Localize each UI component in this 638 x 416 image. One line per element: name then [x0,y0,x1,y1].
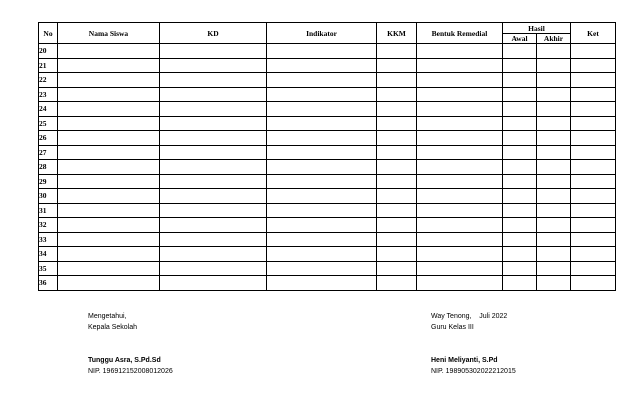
row-number: 21 [39,58,58,73]
empty-cell [417,218,503,233]
signature-left [88,311,137,333]
table-row [39,44,616,59]
empty-cell [58,87,160,102]
table-row [39,174,616,189]
empty-cell [503,131,537,146]
empty-cell [377,87,417,102]
empty-cell [571,87,616,102]
header-kd: KD [160,23,267,44]
right-signer-name: Heni Meliyanti, S.Pd [431,357,498,364]
empty-cell [267,73,377,88]
left-line1: Mengetahui, [88,313,127,320]
table-row [39,102,616,117]
table-row [39,145,616,160]
table-row [39,247,616,262]
empty-cell [160,58,267,73]
left-signer-name: Tunggu Asra, S.Pd.Sd [88,357,161,364]
header-kkm: KKM [377,23,417,44]
empty-cell [160,247,267,262]
empty-cell [417,58,503,73]
empty-cell [537,261,571,276]
row-number: 29 [39,174,58,189]
row-number: 28 [39,160,58,175]
empty-cell [537,44,571,59]
empty-cell [58,102,160,117]
empty-cell [160,174,267,189]
empty-cell [267,203,377,218]
empty-cell [417,232,503,247]
row-number: 32 [39,218,58,233]
empty-cell [160,131,267,146]
empty-cell [571,218,616,233]
empty-cell [417,73,503,88]
empty-cell [537,131,571,146]
empty-cell [503,261,537,276]
empty-cell [571,276,616,291]
empty-cell [503,203,537,218]
empty-cell [537,276,571,291]
empty-cell [58,44,160,59]
right-signer-nip: NIP. 198905302022212015 [431,368,516,375]
header-bentuk-remedial: Bentuk Remedial [417,23,503,44]
table-row [39,218,616,233]
row-number: 24 [39,102,58,117]
empty-cell [58,218,160,233]
empty-cell [537,116,571,131]
signature-left-name-block [88,355,173,377]
empty-cell [571,189,616,204]
empty-cell [58,174,160,189]
empty-cell [267,44,377,59]
empty-cell [377,247,417,262]
left-line2: Kepala Sekolah [88,324,138,331]
empty-cell [58,58,160,73]
empty-cell [503,116,537,131]
empty-cell [503,160,537,175]
table-row [39,203,616,218]
table-row [39,276,616,291]
empty-cell [571,44,616,59]
empty-cell [571,261,616,276]
empty-cell [571,73,616,88]
table-row [39,261,616,276]
empty-cell [377,276,417,291]
table-row [39,189,616,204]
empty-cell [267,145,377,160]
row-number: 33 [39,232,58,247]
empty-cell [58,145,160,160]
empty-cell [417,44,503,59]
empty-cell [160,218,267,233]
empty-cell [571,203,616,218]
table-row [39,160,616,175]
table-header [39,23,616,44]
empty-cell [160,145,267,160]
empty-cell [537,232,571,247]
empty-cell [58,131,160,146]
empty-cell [503,247,537,262]
empty-cell [571,160,616,175]
empty-cell [267,58,377,73]
table-row [39,116,616,131]
empty-cell [503,44,537,59]
empty-cell [377,145,417,160]
empty-cell [267,131,377,146]
empty-cell [571,174,616,189]
empty-cell [417,102,503,117]
empty-cell [571,232,616,247]
empty-cell [160,203,267,218]
table-row [39,131,616,146]
empty-cell [503,102,537,117]
empty-cell [417,189,503,204]
row-number: 26 [39,131,58,146]
empty-cell [417,87,503,102]
row-number: 31 [39,203,58,218]
empty-cell [267,247,377,262]
empty-cell [503,73,537,88]
table-row [39,87,616,102]
empty-cell [377,189,417,204]
signature-right [431,311,507,333]
empty-cell [377,160,417,175]
empty-cell [58,276,160,291]
empty-cell [377,131,417,146]
empty-cell [537,203,571,218]
empty-cell [58,160,160,175]
empty-cell [503,232,537,247]
empty-cell [58,247,160,262]
empty-cell [267,189,377,204]
empty-cell [503,87,537,102]
remedial-table [38,22,616,291]
empty-cell [537,58,571,73]
empty-cell [571,58,616,73]
empty-cell [417,261,503,276]
header-ket: Ket [571,23,616,44]
empty-cell [267,116,377,131]
empty-cell [58,203,160,218]
empty-cell [503,218,537,233]
row-number: 20 [39,44,58,59]
empty-cell [160,160,267,175]
empty-cell [537,247,571,262]
empty-cell [377,44,417,59]
table-row [39,58,616,73]
empty-cell [58,73,160,88]
empty-cell [267,102,377,117]
empty-cell [160,102,267,117]
empty-cell [377,218,417,233]
row-number: 35 [39,261,58,276]
signature-right-name-block [431,355,516,377]
empty-cell [571,145,616,160]
empty-cell [537,73,571,88]
empty-cell [537,218,571,233]
empty-cell [377,261,417,276]
empty-cell [58,116,160,131]
empty-cell [58,232,160,247]
row-number: 34 [39,247,58,262]
empty-cell [537,174,571,189]
empty-cell [377,102,417,117]
empty-cell [58,261,160,276]
empty-cell [503,189,537,204]
empty-cell [571,102,616,117]
header-indikator: Indikator [267,23,377,44]
empty-cell [503,145,537,160]
empty-cell [417,131,503,146]
row-number: 27 [39,145,58,160]
empty-cell [503,174,537,189]
empty-cell [417,160,503,175]
empty-cell [503,58,537,73]
empty-cell [377,58,417,73]
empty-cell [417,276,503,291]
row-number: 25 [39,116,58,131]
empty-cell [537,87,571,102]
header-hasil: Hasil [503,23,571,34]
empty-cell [417,116,503,131]
table-row [39,232,616,247]
empty-cell [160,261,267,276]
empty-cell [571,116,616,131]
header-nama-siswa: Nama Siswa [58,23,160,44]
empty-cell [267,232,377,247]
table-body [39,44,616,291]
empty-cell [377,116,417,131]
right-line2: Guru Kelas III [431,324,474,331]
empty-cell [267,276,377,291]
right-line1: Way Tenong, Juli 2022 [431,313,508,320]
empty-cell [417,145,503,160]
empty-cell [537,189,571,204]
empty-cell [160,87,267,102]
empty-cell [267,261,377,276]
empty-cell [417,247,503,262]
header-awal: Awal [503,34,537,44]
empty-cell [571,131,616,146]
header-akhir: Akhir [537,34,571,44]
empty-cell [537,145,571,160]
empty-cell [160,232,267,247]
empty-cell [58,189,160,204]
table-row [39,73,616,88]
left-signer-nip: NIP. 196912152008012026 [88,368,173,375]
empty-cell [377,73,417,88]
empty-cell [537,102,571,117]
empty-cell [267,218,377,233]
empty-cell [267,87,377,102]
row-number: 36 [39,276,58,291]
empty-cell [537,160,571,175]
empty-cell [377,203,417,218]
empty-cell [160,116,267,131]
empty-cell [267,174,377,189]
empty-cell [503,276,537,291]
row-number: 23 [39,87,58,102]
empty-cell [160,73,267,88]
empty-cell [160,189,267,204]
empty-cell [571,247,616,262]
row-number: 30 [39,189,58,204]
empty-cell [160,44,267,59]
empty-cell [377,232,417,247]
empty-cell [267,160,377,175]
row-number: 22 [39,73,58,88]
empty-cell [417,174,503,189]
header-no: No [39,23,58,44]
empty-cell [417,203,503,218]
empty-cell [160,276,267,291]
empty-cell [377,174,417,189]
